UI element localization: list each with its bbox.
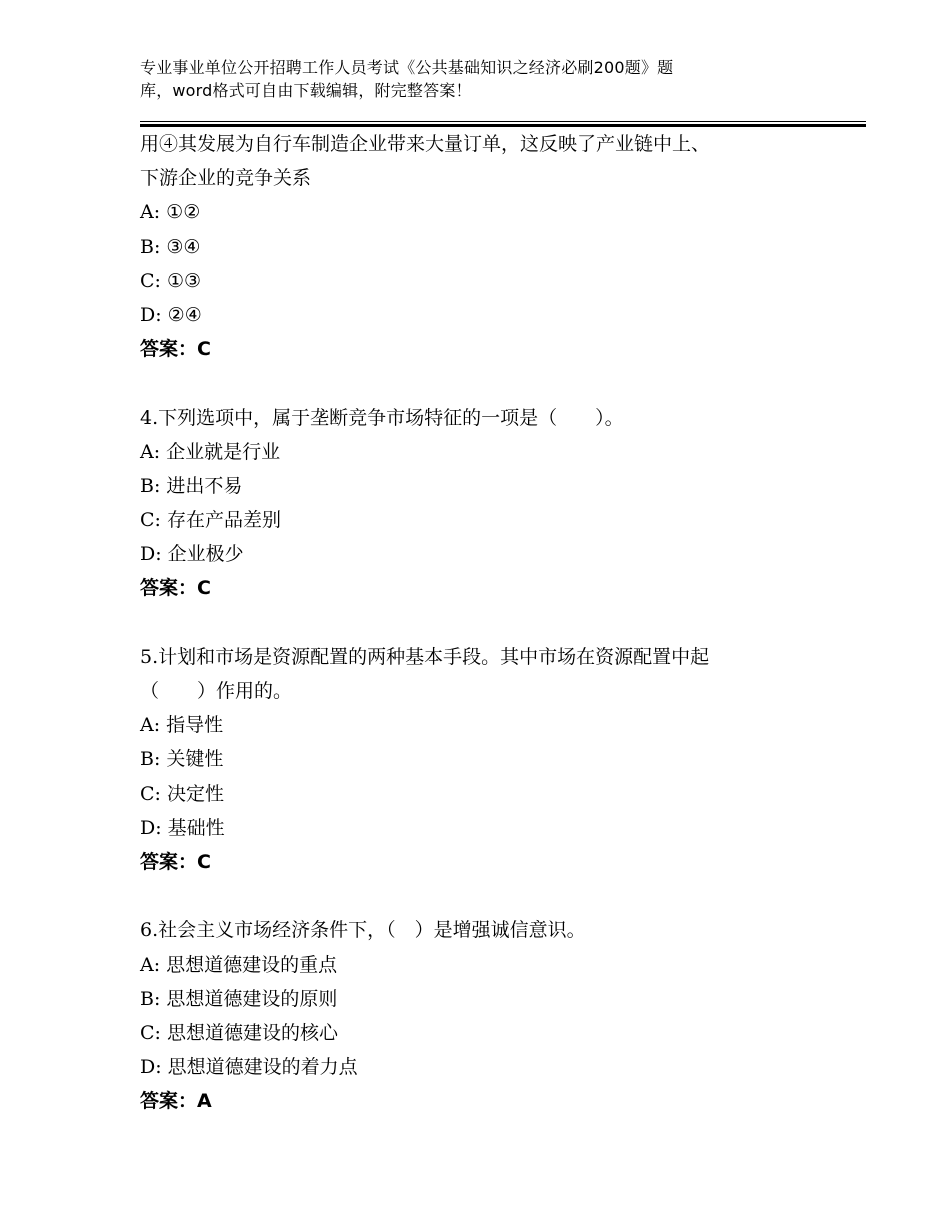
spacer bbox=[140, 879, 866, 913]
question-3-stem-line: 用④其发展为自行车制造企业带来大量订单，这反映了产业链中上、 bbox=[140, 133, 711, 155]
question-3-answer: 答案：C bbox=[140, 338, 211, 361]
question-3-option-d: D: ②④ bbox=[140, 303, 202, 326]
spacer bbox=[140, 366, 866, 400]
question-3-option-a: A: ①② bbox=[140, 201, 201, 224]
question-5-option-b: B: 关键性 bbox=[140, 748, 224, 771]
question-4-answer: 答案：C bbox=[140, 577, 211, 600]
question-5 bbox=[140, 640, 866, 879]
question-5-option-c: C: 决定性 bbox=[140, 782, 224, 805]
question-5-option-a: A: 指导性 bbox=[140, 714, 224, 737]
question-4-option-c: C: 存在产品差别 bbox=[140, 509, 281, 532]
header-title-line-2: 库，word格式可自由下载编辑，附完整答案！ bbox=[140, 81, 472, 100]
spacer bbox=[140, 606, 866, 640]
question-4-stem: 4.下列选项中，属于垄断竞争市场特征的一项是（ ）。 bbox=[140, 406, 624, 429]
question-6-answer: 答案：A bbox=[140, 1090, 212, 1113]
question-6-option-a: A: 思想道德建设的重点 bbox=[140, 953, 338, 976]
question-3-option-c: C: ①③ bbox=[140, 269, 202, 292]
question-6-stem: 6.社会主义市场经济条件下，（ ）是增强诚信意识。 bbox=[140, 919, 586, 942]
question-3-stem-line: 下游企业的竞争关系 bbox=[140, 167, 312, 190]
document-body bbox=[140, 127, 866, 1118]
question-6-option-b: B: 思想道德建设的原则 bbox=[140, 987, 338, 1010]
question-3-option-b: B: ③④ bbox=[140, 235, 201, 258]
question-4-option-b: B: 进出不易 bbox=[140, 474, 243, 497]
header-title-line-1: 专业事业单位公开招聘工作人员考试《公共基础知识之经济必刷200题》题 bbox=[140, 58, 674, 77]
question-4-option-d: D: 企业极少 bbox=[140, 543, 244, 566]
question-5-answer: 答案：C bbox=[140, 850, 211, 873]
question-5-stem-line-1: 5.计划和市场是资源配置的两种基本手段。其中市场在资源配置中起 bbox=[140, 645, 710, 668]
document-header bbox=[140, 56, 780, 102]
question-4 bbox=[140, 401, 866, 606]
question-6 bbox=[140, 913, 866, 1118]
question-6-option-c: C: 思想道德建设的核心 bbox=[140, 1021, 338, 1044]
question-4-option-a: A: 企业就是行业 bbox=[140, 440, 281, 463]
header-divider-thin bbox=[140, 121, 866, 122]
question-5-stem-line-2: （ ）作用的。 bbox=[140, 680, 293, 702]
question-3-continued bbox=[140, 127, 866, 366]
question-6-option-d: D: 思想道德建设的着力点 bbox=[140, 1056, 358, 1079]
question-5-option-d: D: 基础性 bbox=[140, 816, 225, 839]
